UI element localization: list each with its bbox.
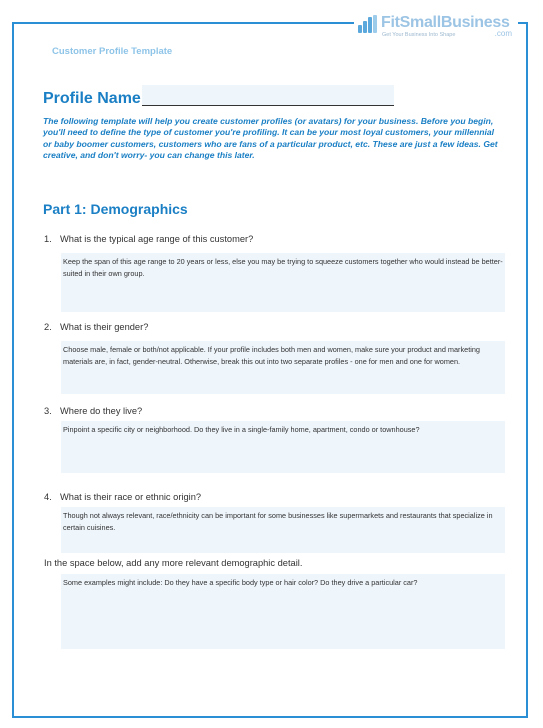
answer-hint: Pinpoint a specific city or neighborhood. Do they live in a single-family home, apartment, condo or townhouse? xyxy=(63,425,420,434)
section-heading-demographics: Part 1: Demographics xyxy=(43,201,188,217)
brand-logo xyxy=(354,14,518,40)
profile-name-field[interactable] xyxy=(142,85,394,106)
question-3 xyxy=(44,406,142,416)
logo-brand-text: FitSmallBusiness xyxy=(381,14,510,31)
answer-field-gender[interactable] xyxy=(61,341,505,394)
question-number: 3. xyxy=(44,406,52,416)
question-number: 2. xyxy=(44,322,52,332)
question-number: 4. xyxy=(44,492,52,502)
question-text: Where do they live? xyxy=(60,406,143,416)
extra-detail-prompt: In the space below, add any more relevant demographic detail. xyxy=(44,558,303,568)
answer-field-extra-detail[interactable] xyxy=(61,574,505,649)
answer-hint: Choose male, female or both/not applicable. If your profile includes both men and women, make sure your product and marketing materials are, in fact, gender-neutral. Otherwise, break this out into two separate profiles - one for men and one for women. xyxy=(63,345,480,366)
profile-name-label: Profile Name xyxy=(43,90,141,107)
question-text: What is their race or ethnic origin? xyxy=(60,492,202,502)
question-number: 1. xyxy=(44,234,52,244)
question-text: What is their gender? xyxy=(60,322,149,332)
question-text: What is the typical age range of this customer? xyxy=(60,234,254,244)
answer-field-age-range[interactable] xyxy=(61,253,505,312)
answer-hint: Keep the span of this age range to 20 years or less, else you may be trying to squeeze customers together who would instead be better-suited in their own group. xyxy=(63,257,503,278)
answer-field-location[interactable] xyxy=(61,421,505,473)
logo-tagline: Get Your Business Into Shape xyxy=(382,32,456,38)
intro-paragraph: The following template will help you create customer profiles (or avatars) for your business. Before you begin, you'll need to define the type of customer you're profiling. It can be your most loyal customers, your millennial or baby boomer customers, customers who are fans of a particular product, etc. These are just a few ideas. Get creative, and don't worry- you can change this later. xyxy=(43,116,498,161)
logo-domain-suffix: .com xyxy=(494,29,512,38)
answer-hint: Though not always relevant, race/ethnicity can be important for some businesses like supermarkets and restaurants that specialize in certain cuisines. xyxy=(63,511,493,532)
answer-hint: Some examples might include: Do they have a specific body type or hair color? Do they drive a particular car? xyxy=(63,578,418,587)
profile-name-row xyxy=(43,85,394,108)
question-1 xyxy=(44,234,253,244)
logo-bars-icon xyxy=(358,15,378,33)
answer-field-ethnicity[interactable] xyxy=(61,507,505,553)
question-4 xyxy=(44,492,201,502)
question-2 xyxy=(44,322,148,332)
template-title: Customer Profile Template xyxy=(52,46,173,57)
